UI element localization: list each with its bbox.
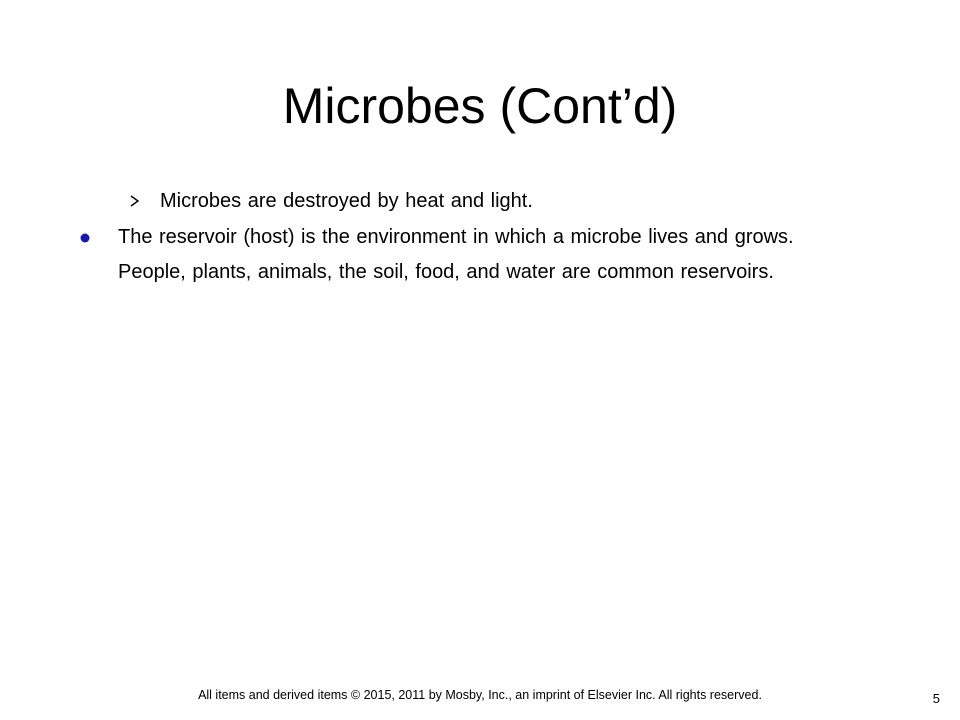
bullet-item-reservoir [78,220,858,290]
page-number: 5 [932,691,940,706]
bullet-text: Microbes are destroyed by heat and light. [160,190,533,212]
slide-title: Microbes (Cont’d) [282,78,678,134]
copyright-footer: All items and derived items © 2015, 2011 by Mosby, Inc., an imprint of Elsevier Inc. All rights reserved. [198,688,762,702]
dot-bullet-icon [78,220,118,256]
arrow-bullet-icon [128,184,160,218]
bullet-text: The reservoir (host) is the environment in which a microbe lives and grows. People, plants, animals, the soil, food, and water are common reservoirs. [118,226,794,283]
bullet-item-heat-light [128,184,888,219]
